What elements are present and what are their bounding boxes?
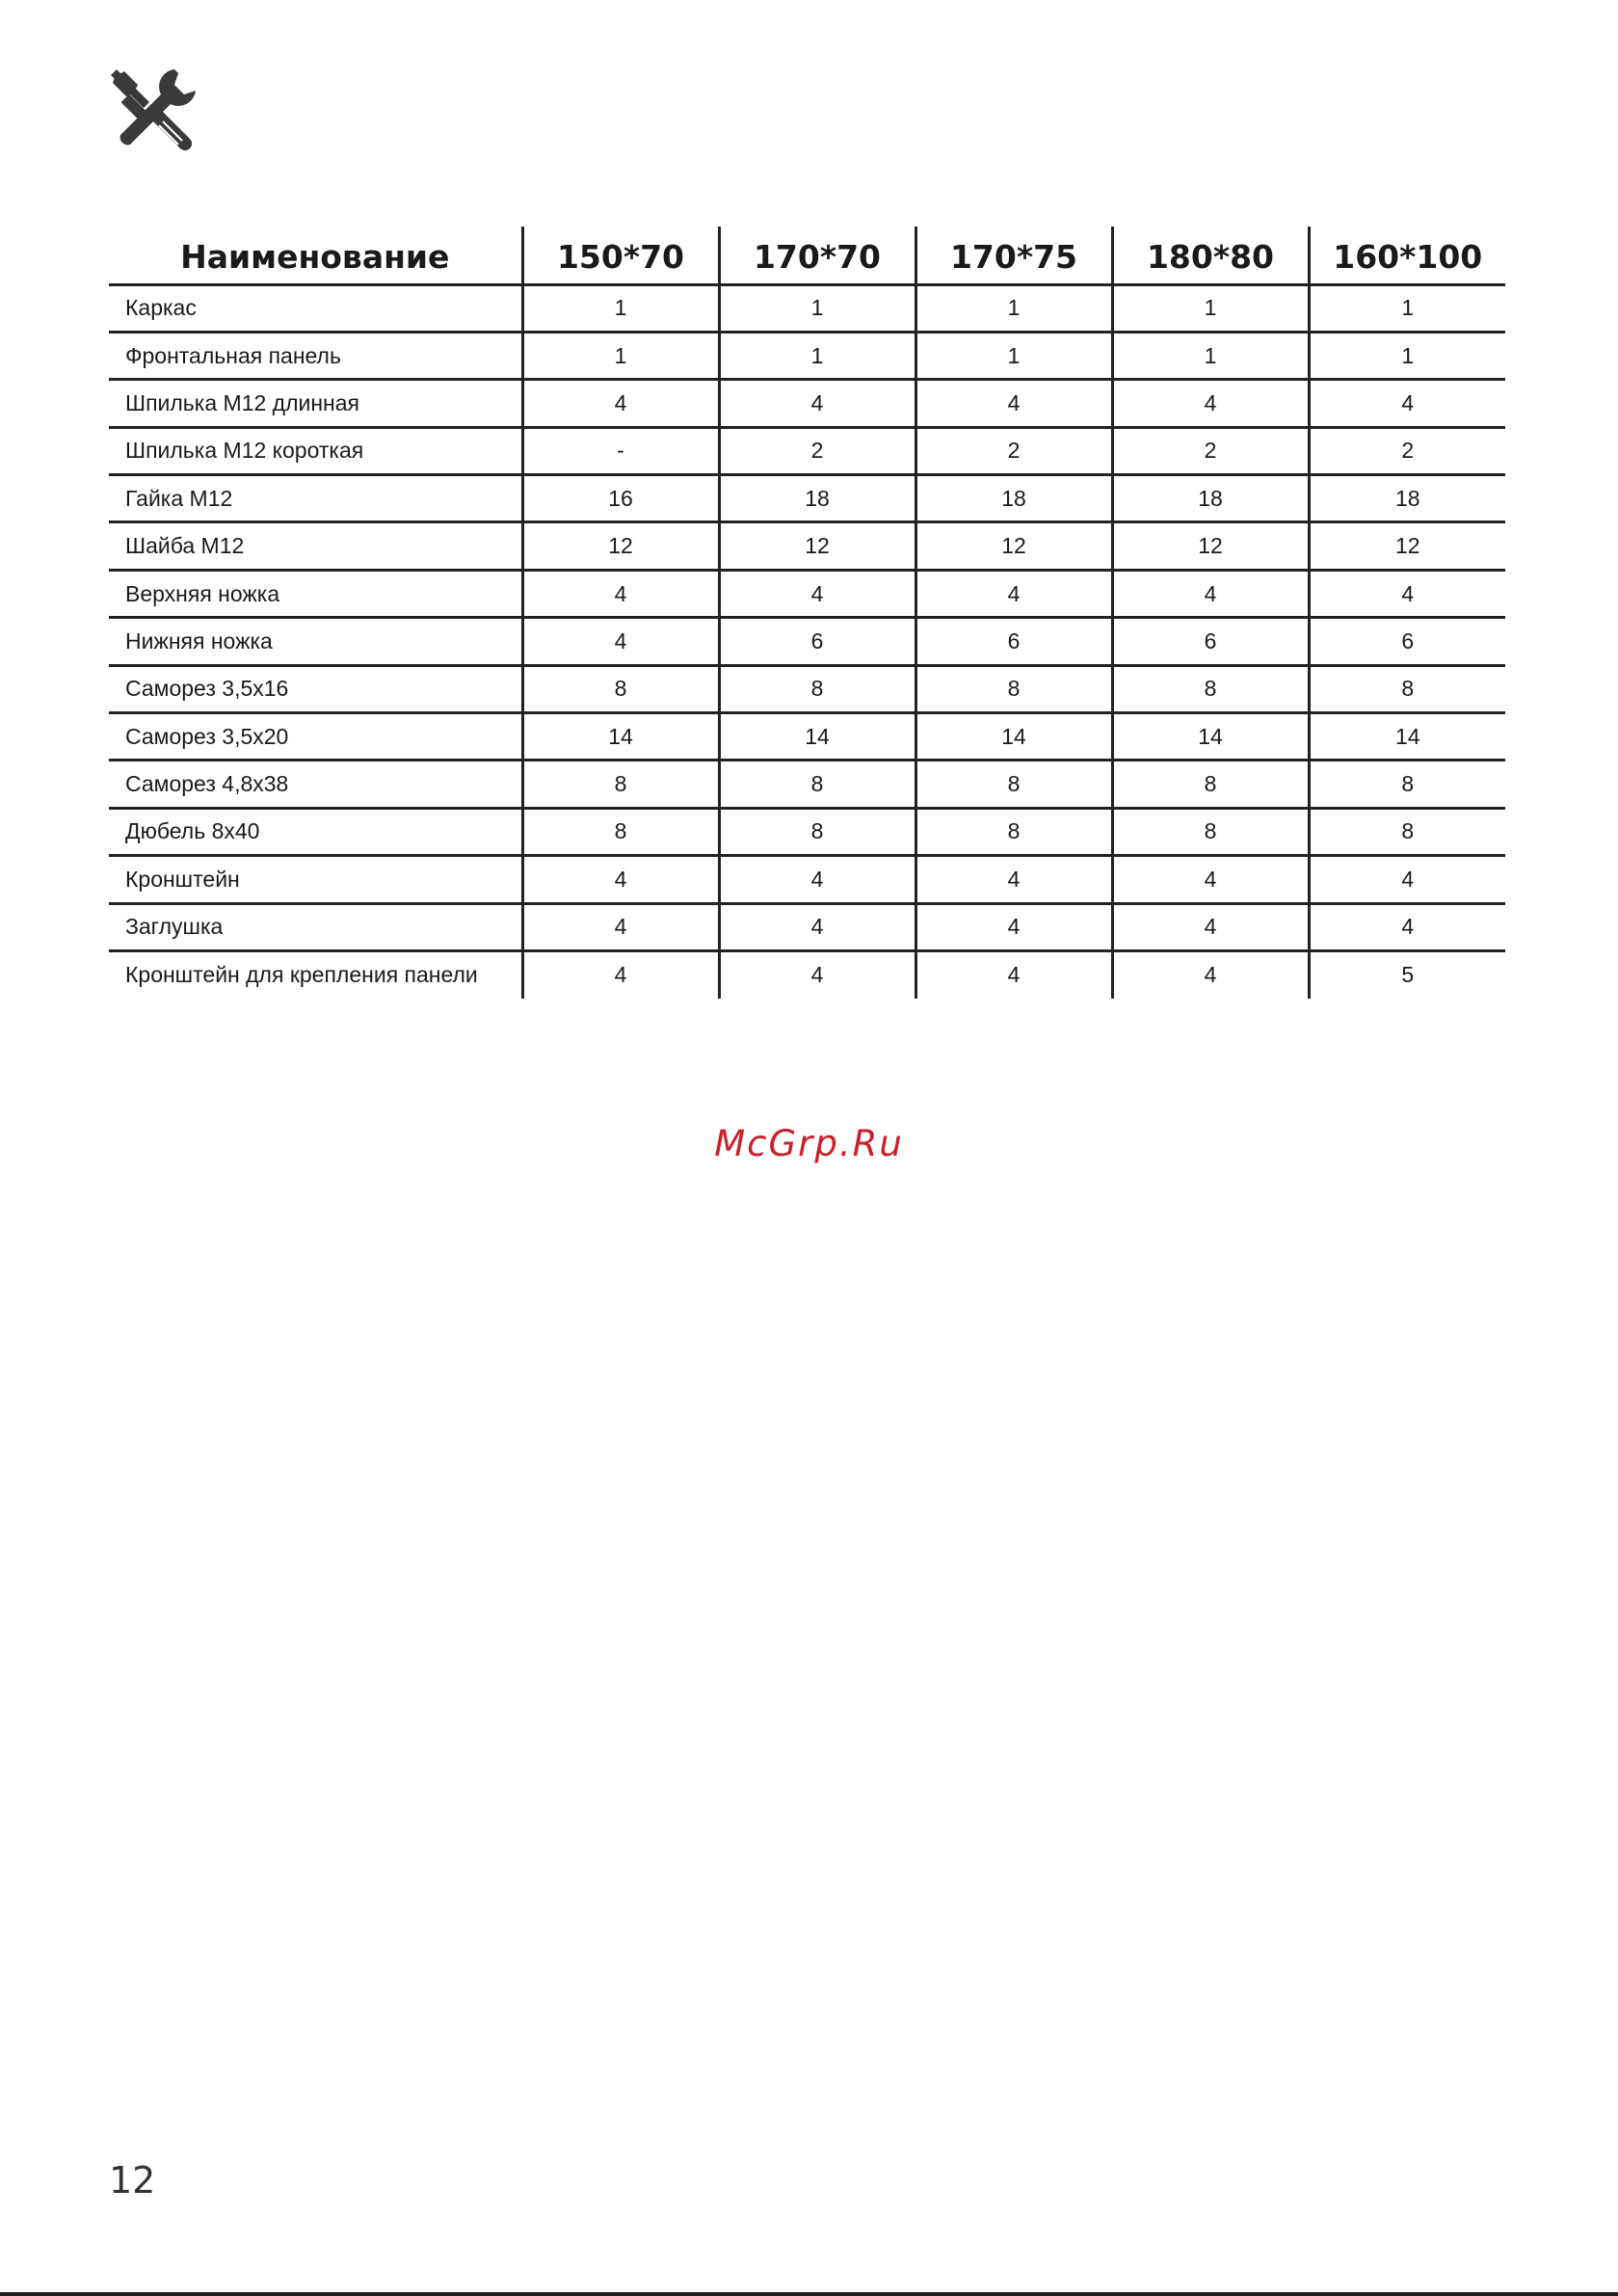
quantity-cell: 1 <box>1112 332 1309 379</box>
quantity-cell: 8 <box>915 808 1112 855</box>
part-name-cell: Кронштейн для крепления панели <box>125 962 478 988</box>
quantity-cell: 8 <box>522 761 719 808</box>
table-row <box>109 284 1505 332</box>
part-name-cell: Гайка М12 <box>109 475 522 522</box>
quantity-cell: 18 <box>915 475 1112 522</box>
quantity-cell: 5 <box>1309 950 1505 998</box>
quantity-cell: 6 <box>915 618 1112 665</box>
bottom-rule <box>0 2292 1618 2296</box>
table-row <box>109 665 1505 712</box>
table-row <box>109 618 1505 665</box>
column-header-name: Наименование <box>109 227 522 284</box>
quantity-cell: 4 <box>915 856 1112 903</box>
quantity-cell: 2 <box>1112 427 1309 474</box>
quantity-cell: 18 <box>1309 475 1505 522</box>
quantity-cell: 8 <box>522 808 719 855</box>
quantity-cell: 4 <box>522 950 719 998</box>
quantity-cell: 1 <box>1112 284 1309 332</box>
quantity-cell: 4 <box>1112 903 1309 950</box>
table-row <box>109 332 1505 379</box>
quantity-cell: 4 <box>1309 380 1505 427</box>
quantity-cell: 14 <box>1112 713 1309 761</box>
table-row <box>109 856 1505 903</box>
table-row <box>109 475 1505 522</box>
quantity-cell: 4 <box>522 380 719 427</box>
quantity-cell: 14 <box>915 713 1112 761</box>
quantity-cell: 2 <box>719 427 915 474</box>
quantity-cell: 4 <box>719 856 915 903</box>
part-name-cell: Саморез 3,5х16 <box>109 665 522 712</box>
quantity-cell: 8 <box>719 808 915 855</box>
quantity-cell: 4 <box>719 903 915 950</box>
quantity-cell: 4 <box>915 380 1112 427</box>
quantity-cell: 4 <box>1309 856 1505 903</box>
quantity-cell: 16 <box>522 475 719 522</box>
quantity-cell: 4 <box>915 950 1112 998</box>
quantity-cell: 1 <box>719 332 915 379</box>
quantity-cell: 8 <box>719 665 915 712</box>
quantity-cell: 8 <box>719 761 915 808</box>
quantity-cell: 4 <box>719 950 915 998</box>
tools-icon <box>107 66 199 158</box>
quantity-cell: 4 <box>915 903 1112 950</box>
quantity-cell: 12 <box>719 522 915 570</box>
part-name-cell: Шпилька М12 длинная <box>109 380 522 427</box>
quantity-cell: 14 <box>1309 713 1505 761</box>
quantity-cell: 4 <box>1309 903 1505 950</box>
part-name-cell: Верхняя ножка <box>109 570 522 617</box>
quantity-cell: 14 <box>522 713 719 761</box>
part-name-cell: Каркас <box>109 284 522 332</box>
quantity-cell: 4 <box>719 570 915 617</box>
table-header-row <box>109 227 1505 284</box>
quantity-cell: 8 <box>1309 761 1505 808</box>
quantity-cell: 18 <box>1112 475 1309 522</box>
quantity-cell: 6 <box>1112 618 1309 665</box>
quantity-cell: 18 <box>719 475 915 522</box>
table-row <box>109 570 1505 617</box>
quantity-cell: 12 <box>522 522 719 570</box>
quantity-cell: 2 <box>915 427 1112 474</box>
quantity-cell: 8 <box>1309 665 1505 712</box>
part-name-cell: Шайба М12 <box>109 522 522 570</box>
quantity-cell: 12 <box>915 522 1112 570</box>
part-name-cell: Дюбель 8х40 <box>109 808 522 855</box>
table-row <box>109 950 1505 998</box>
column-header-size: 160*100 <box>1309 227 1505 284</box>
table-row <box>109 903 1505 950</box>
quantity-cell: 8 <box>915 665 1112 712</box>
quantity-cell: 1 <box>915 332 1112 379</box>
quantity-cell: 1 <box>522 332 719 379</box>
quantity-cell: 4 <box>1112 570 1309 617</box>
quantity-cell: 8 <box>522 665 719 712</box>
quantity-cell: 1 <box>1309 284 1505 332</box>
table-row <box>109 522 1505 570</box>
quantity-cell: 14 <box>719 713 915 761</box>
quantity-cell: 2 <box>1309 427 1505 474</box>
column-header-size: 170*75 <box>915 227 1112 284</box>
quantity-cell: 4 <box>522 856 719 903</box>
quantity-cell: 6 <box>1309 618 1505 665</box>
quantity-cell: 4 <box>719 380 915 427</box>
quantity-cell: 8 <box>1112 808 1309 855</box>
quantity-cell: 4 <box>1112 380 1309 427</box>
table-body <box>109 284 1505 999</box>
quantity-cell: - <box>522 427 719 474</box>
quantity-cell: 4 <box>522 618 719 665</box>
table-row <box>109 713 1505 761</box>
part-name-cell: Шпилька М12 короткая <box>109 427 522 474</box>
table-row <box>109 380 1505 427</box>
quantity-cell: 1 <box>522 284 719 332</box>
table-row <box>109 427 1505 474</box>
quantity-cell: 12 <box>1112 522 1309 570</box>
quantity-cell: 1 <box>719 284 915 332</box>
quantity-cell: 8 <box>915 761 1112 808</box>
quantity-cell: 4 <box>1112 950 1309 998</box>
quantity-cell: 8 <box>1112 665 1309 712</box>
quantity-cell: 4 <box>522 903 719 950</box>
quantity-cell: 4 <box>522 570 719 617</box>
quantity-cell: 4 <box>1112 856 1309 903</box>
quantity-cell: 8 <box>1112 761 1309 808</box>
quantity-cell: 1 <box>915 284 1112 332</box>
quantity-cell: 4 <box>915 570 1112 617</box>
watermark: McGrp.Ru <box>714 1123 904 1164</box>
column-header-size: 180*80 <box>1112 227 1309 284</box>
part-name-cell: Саморез 3,5х20 <box>109 713 522 761</box>
table-row <box>109 761 1505 808</box>
quantity-cell: 8 <box>1309 808 1505 855</box>
parts-table <box>109 227 1505 999</box>
part-name-cell: Фронтальная панель <box>109 332 522 379</box>
page-number: 12 <box>109 2159 156 2202</box>
quantity-cell: 6 <box>719 618 915 665</box>
quantity-cell: 1 <box>1309 332 1505 379</box>
quantity-cell: 4 <box>1309 570 1505 617</box>
column-header-size: 150*70 <box>522 227 719 284</box>
quantity-cell: 12 <box>1309 522 1505 570</box>
part-name-cell: Нижняя ножка <box>109 618 522 665</box>
part-name-cell: Кронштейн <box>109 856 522 903</box>
table-row <box>109 808 1505 855</box>
column-header-size: 170*70 <box>719 227 915 284</box>
part-name-cell: Заглушка <box>109 903 522 950</box>
part-name-cell: Саморез 4,8х38 <box>109 761 522 808</box>
